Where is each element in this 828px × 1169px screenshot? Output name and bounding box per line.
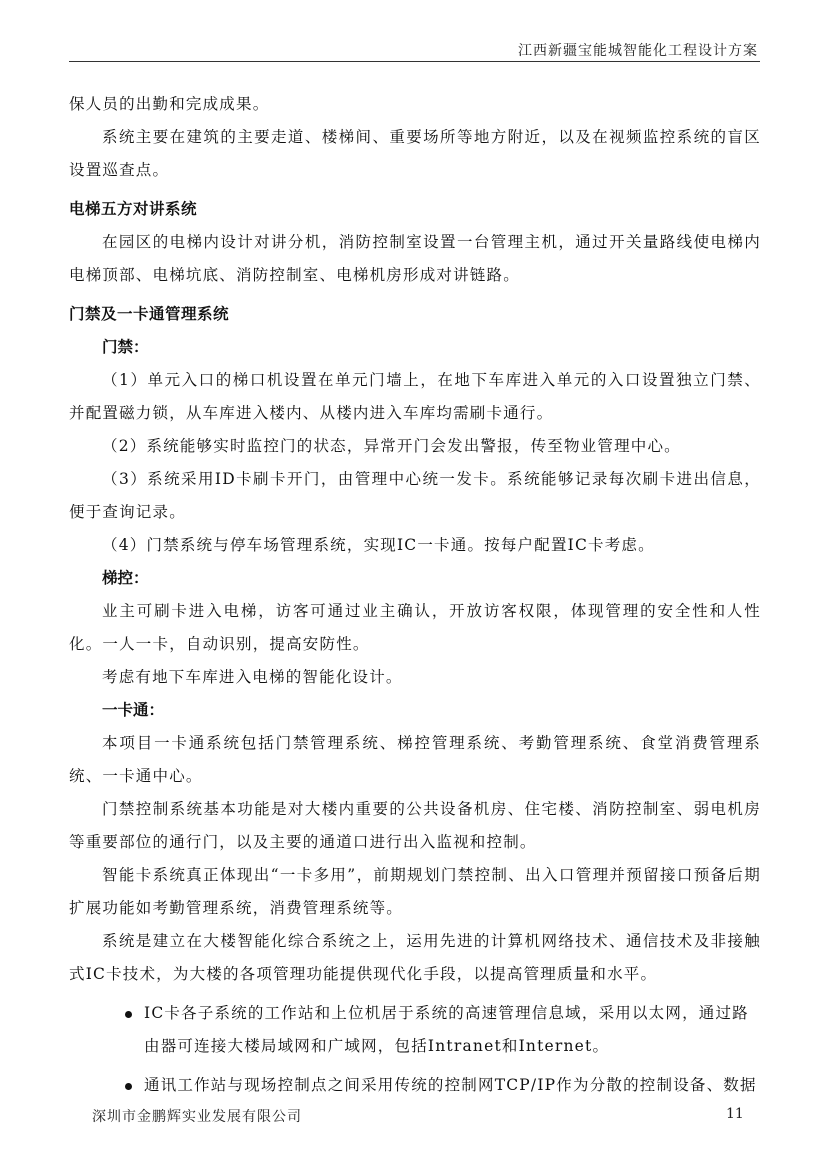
subheading-elevator-control: 梯控：: [102, 569, 149, 587]
document-body: [69, 88, 761, 1102]
paragraph: 系统主要在建筑的主要走道、楼梯间、重要场所等地方附近，以及在视频监控系统的盲区设置巡查点。: [69, 128, 761, 179]
bullet-icon: [125, 1011, 132, 1018]
paragraph: 本项目一卡通系统包括门禁管理系统、梯控管理系统、考勤管理系统、食堂消费管理系统、一卡通中心。: [69, 734, 761, 785]
document-header-title: 江西新疆宝能城智能化工程设计方案: [518, 43, 758, 59]
paragraph: 在园区的电梯内设计对讲分机，消防控制室设置一台管理主机，通过开关量路线使电梯内电梯顶部、电梯坑底、消防控制室、电梯机房形成对讲链路。: [69, 233, 761, 284]
list-item: [69, 997, 761, 1063]
paragraph: （2）系统能够实时监控门的状态，异常开门会发出警报，传至物业管理中心。: [102, 437, 681, 455]
paragraph: 业主可刷卡进入电梯，访客可通过业主确认，开放访客权限，体现管理的安全性和人性化。一人一卡，自动识别，提高安防性。: [69, 602, 761, 653]
section-heading-elevator-intercom: 电梯五方对讲系统: [69, 200, 198, 218]
paragraph: （4）门禁系统与停车场管理系统，实现IC一卡通。按每户配置IC卡考虑。: [102, 536, 655, 554]
section-heading-access-control: 门禁及一卡通管理系统: [69, 305, 230, 323]
paragraph: 系统是建立在大楼智能化综合系统之上，运用先进的计算机网络技术、通信技术及非接触式IC卡技术，为大楼的各项管理功能提供现代化手段，以提高管理质量和水平。: [69, 932, 761, 983]
page-number: 11: [726, 1106, 744, 1122]
paragraph: 门禁控制系统基本功能是对大楼内重要的公共设备机房、住宅楼、消防控制室、弱电机房等重要部位的通行门，以及主要的通道口进行出入监视和控制。: [69, 800, 761, 851]
paragraph: 智能卡系统真正体现出“一卡多用”，前期规划门禁控制、出入口管理并预留接口预备后期扩展功能如考勤管理系统，消费管理系统等。: [69, 866, 761, 917]
paragraph: 考虑有地下车库进入电梯的智能化设计。: [102, 668, 403, 686]
list-item-text: IC卡各子系统的工作站和上位机居于系统的高速管理信息域，采用以太网，通过路由器可连接大楼局域网和广域网，包括Intranet和Internet。: [144, 1004, 749, 1055]
paragraph: （3）系统采用ID卡刷卡开门，由管理中心统一发卡。系统能够记录每次刷卡进出信息，便于查询记录。: [69, 470, 761, 521]
paragraph: 保人员的出勤和完成成果。: [69, 95, 270, 113]
list-item-text: 通讯工作站与现场控制点之间采用传统的控制网TCP/IP作为分散的控制设备、数据: [144, 1076, 757, 1094]
header-divider: [69, 61, 760, 62]
subheading-access: 门禁：: [102, 338, 149, 356]
paragraph: （1）单元入口的梯口机设置在单元门墙上，在地下车库进入单元的入口设置独立门禁、并配置磁力锁，从车库进入楼内、从楼内进入车库均需刷卡通行。: [69, 371, 761, 422]
footer-company: 深圳市金鹏辉实业发展有限公司: [92, 1109, 302, 1125]
subheading-one-card: 一卡通：: [102, 701, 165, 719]
bullet-icon: [125, 1083, 132, 1090]
list-item: [69, 1069, 761, 1102]
